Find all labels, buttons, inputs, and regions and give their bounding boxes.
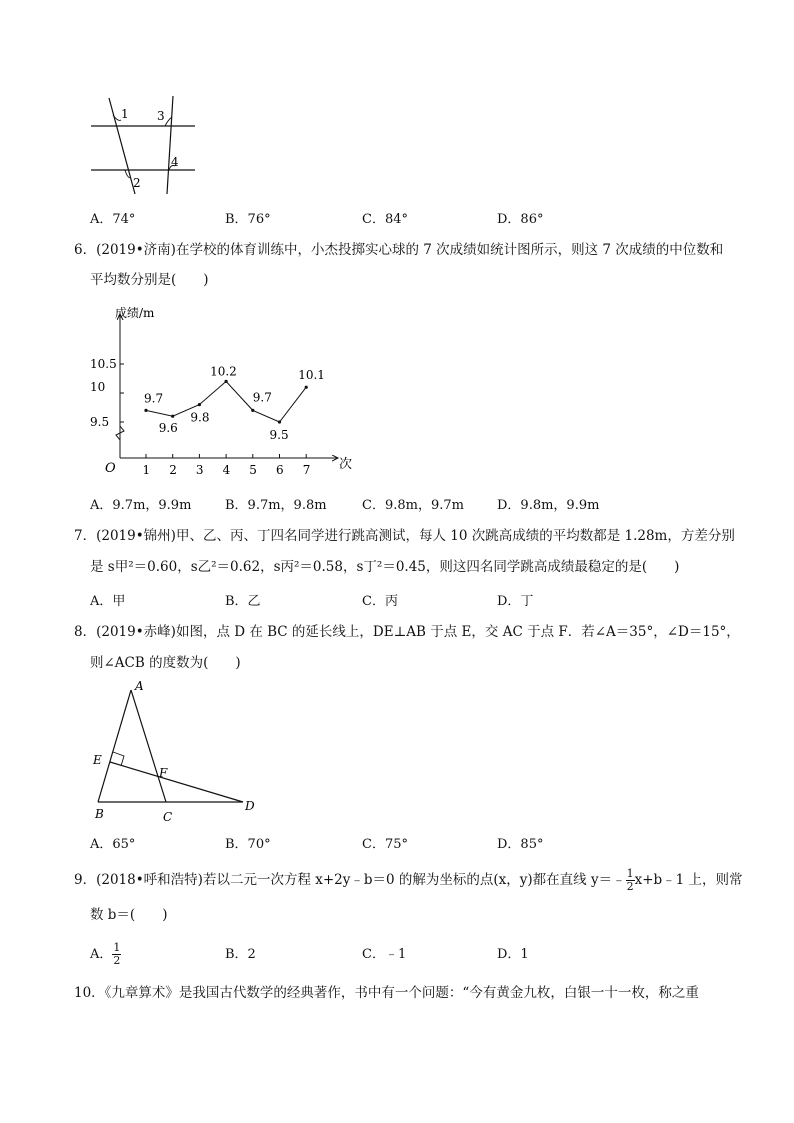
- series-line: [146, 381, 306, 422]
- q9-option-a-denominator: 2: [113, 954, 121, 967]
- x-tick-label-6: 6: [276, 463, 284, 477]
- q7-option-b[interactable]: B．乙: [225, 594, 261, 609]
- data-point-6: [278, 420, 281, 423]
- q6-option-a[interactable]: A．9.7m，9.9m: [90, 498, 192, 513]
- q7-option-a[interactable]: A．甲: [90, 594, 126, 609]
- q6-option-b[interactable]: B．9.7m，9.8m: [225, 498, 327, 513]
- q8-stem-line-1: 8．(2019•赤峰)如图，点 D 在 BC 的延长线上，DE⊥AB 于点 E，交 AC 于点 F．若∠A＝35°，∠D＝15°，: [74, 624, 740, 640]
- q5-label-4: 4: [171, 155, 179, 169]
- q7-option-c[interactable]: C．丙: [362, 594, 398, 609]
- q8-segment-ab: [98, 690, 131, 802]
- q8-label-f: F: [159, 766, 168, 780]
- q9-stem-part-b: x+b﹣1 上，则常: [634, 872, 743, 888]
- chart-x-label: 次: [339, 457, 353, 472]
- data-label-2: 9.6: [158, 421, 178, 436]
- q8-triangle-figure: [85, 676, 270, 826]
- x-tick-label-3: 3: [195, 463, 204, 477]
- q8-options: [90, 833, 730, 853]
- q10-stem-line-1: 10．《九章算术》是我国古代数学的经典著作，书中有一个问题：“今有黄金九枚，白银一十一枚，称之重: [74, 985, 699, 1001]
- x-tick-label-5: 5: [249, 463, 257, 477]
- data-label-6: 9.5: [269, 428, 289, 442]
- q9-options: [90, 938, 730, 970]
- x-tick-label-4: 4: [222, 463, 231, 477]
- q5-label-1: 1: [121, 107, 129, 121]
- q9-option-a[interactable]: [90, 942, 121, 967]
- q9-stem-line-1: [74, 866, 743, 894]
- q9-fraction-denominator: 2: [626, 880, 634, 893]
- q8-label-d: D: [245, 799, 255, 813]
- q5-label-2: 2: [133, 176, 141, 190]
- q8-label-e: E: [93, 753, 102, 767]
- q9-option-c[interactable]: C．﹣1: [362, 947, 407, 962]
- q9-stem-part-a: 9．(2018•呼和浩特)若以二元一次方程 x+2y﹣b＝0 的解为坐标的点(x，y)都在直线 y＝﹣: [74, 872, 626, 888]
- q9-option-d[interactable]: D．1: [497, 947, 529, 962]
- q8-segment-ac: [131, 690, 166, 802]
- q5-option-a[interactable]: A．74°: [90, 212, 136, 227]
- data-label-7: 10.1: [298, 368, 325, 383]
- q8-option-a[interactable]: A．65°: [90, 837, 136, 852]
- q6-stem-line-1: 6．(2019•济南)在学校的体育训练中，小杰投掷实心球的 7 次成绩如统计图所示，则这 7 次成绩的中位数和: [74, 242, 724, 258]
- q7-option-d[interactable]: D．丁: [497, 594, 534, 609]
- q5-option-c[interactable]: C．84°: [362, 212, 408, 227]
- data-point-2: [171, 415, 174, 418]
- data-label-5: 9.7: [252, 390, 272, 405]
- q6-options: [90, 494, 730, 514]
- q9-stem-line-2: 数 b＝( ): [90, 907, 168, 923]
- data-point-4: [225, 380, 228, 383]
- q9-option-a-numerator: 1: [113, 941, 121, 954]
- chart-y-label: 成绩/m: [115, 306, 155, 320]
- q9-fraction-numerator: 1: [626, 867, 634, 880]
- q6-line-chart: [88, 300, 368, 485]
- q9-option-a-fraction: [112, 942, 121, 967]
- q7-stem-line-2: 是 s甲²＝0.60，s乙²＝0.62，s丙²＝0.58，s丁²＝0.45，则这四名同学跳高成绩最稳定的是( ): [90, 559, 680, 575]
- q8-label-a: A: [135, 679, 144, 693]
- q6-option-c[interactable]: C．9.8m，9.7m: [362, 498, 464, 513]
- q7-stem-line-1: 7．(2019•锦州)甲、乙、丙、丁四名同学进行跳高测试，每人 10 次跳高成绩的平均数都是 1.28m，方差分别: [74, 528, 735, 544]
- q5-label-3: 3: [157, 109, 165, 123]
- q7-options: [90, 590, 730, 610]
- q9-fraction-one-half: [626, 868, 635, 893]
- data-label-4: 10.2: [210, 364, 237, 379]
- q5-transversal-right: [167, 96, 173, 194]
- q8-stem-line-2: 则∠ACB 的度数为( ): [90, 655, 241, 671]
- x-tick-label-7: 7: [302, 463, 311, 477]
- q8-option-b[interactable]: B．70°: [225, 837, 271, 852]
- q5-option-d[interactable]: D．86°: [497, 212, 544, 227]
- q8-label-b: B: [95, 807, 104, 821]
- q6-option-d[interactable]: D．9.8m，9.9m: [497, 498, 600, 513]
- y-tick-label-9.5: 9.5: [90, 415, 110, 429]
- x-tick-label-1: 1: [142, 463, 151, 477]
- q8-segment-de: [110, 762, 243, 802]
- q9-option-a-label: A．: [90, 947, 113, 962]
- q5-option-b[interactable]: B．76°: [225, 212, 271, 227]
- q8-label-c: C: [163, 810, 173, 824]
- q5-options: [90, 208, 730, 228]
- q9-option-b[interactable]: B．2: [225, 947, 256, 962]
- q8-option-c[interactable]: C．75°: [362, 837, 408, 852]
- y-tick-label-10: 10: [90, 380, 106, 394]
- data-label-3: 9.8: [190, 410, 210, 425]
- data-point-7: [305, 386, 308, 389]
- q5-figure: [85, 90, 205, 200]
- chart-origin-label: O: [105, 461, 116, 476]
- q8-option-d[interactable]: D．85°: [497, 837, 544, 852]
- y-tick-label-10.5: 10.5: [90, 357, 117, 371]
- data-point-3: [198, 403, 201, 406]
- x-tick-label-2: 2: [169, 463, 177, 477]
- q6-stem-line-2: 平均数分别是( ): [90, 272, 209, 288]
- data-point-5: [251, 409, 254, 412]
- data-label-1: 9.7: [144, 391, 164, 406]
- data-point-1: [144, 409, 147, 412]
